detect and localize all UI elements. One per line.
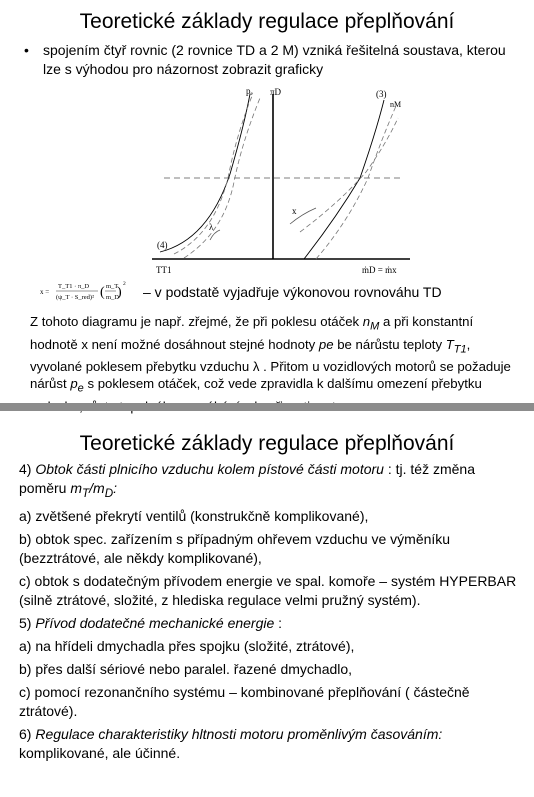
formula-lhs: x = bbox=[40, 288, 50, 296]
bullet-text: spojením čtyř rovnic (2 rovnice TD a 2 M) vzniká řešitelná soustava, kterou lze s výhodou pro názornost zobrazit graficky bbox=[43, 42, 506, 77]
slide-divider bbox=[0, 403, 534, 411]
formula-denominator: (ψ_T · S_red)² bbox=[56, 294, 95, 301]
item-5a: a) na hřídeli dmychadla přes spojku (složité, ztrátové), bbox=[19, 637, 355, 654]
slide-2-list bbox=[19, 460, 524, 767]
para-text-2: a při konstantní hodnotě x není možné dosáhnout stejné hodnoty bbox=[30, 314, 474, 352]
item-4a: a) zvětšené překrytí ventilů (konstrukčně komplikované), bbox=[19, 507, 369, 524]
item-5c: c) pomocí rezonančního systému – kombinované přeplňování ( částečně ztrátové). bbox=[19, 683, 470, 719]
label-piD: πD bbox=[270, 87, 282, 97]
para-text-1: Z tohoto diagramu je např. zřejmé, že při poklesu otáček bbox=[30, 314, 363, 329]
item-4b: b) obtok spec. zařízením s případným ohřevem vzduchu ve výměníku (bezztrátové, ale někdy komplikované), bbox=[19, 530, 451, 566]
var-pe: pe bbox=[318, 336, 334, 352]
formula-numerator: T_T1 · π_D bbox=[58, 283, 90, 290]
slide-1-paragraph bbox=[30, 313, 520, 415]
para-text-5: s poklesem otáček, což vede zpravidla k dalšímu omezení přebytku bbox=[87, 376, 482, 392]
formula-paren-open: ( bbox=[100, 285, 105, 300]
power-balance-formula bbox=[40, 279, 136, 307]
item-4c: c) obtok s dodatečným přívodem energie ve spal. komoře – systém HYPERBAR (silně ztrátové, složité, z hlediska regulace velmi pružný systém). bbox=[19, 572, 517, 608]
item-6: 6) Regulace charakteristiky hltnosti motoru proměnlivým časováním: komplikované, ale účinné. bbox=[19, 725, 443, 761]
label-4: (4) bbox=[157, 240, 168, 250]
slide-1-bullet bbox=[24, 41, 524, 79]
label-nM: nM bbox=[390, 100, 402, 109]
label-x: x bbox=[292, 206, 297, 216]
formula-frac2-num: m_T bbox=[106, 283, 119, 290]
formula-paren-close: ) bbox=[117, 285, 122, 300]
formula-svg bbox=[40, 279, 136, 305]
label-pe: pₑ bbox=[246, 86, 253, 96]
formula-exponent: 2 bbox=[123, 281, 126, 287]
item-5b: b) přes další sériové nebo paralel. řazené dmychadlo, bbox=[19, 660, 353, 677]
var-TT1: $T_{T1}$ bbox=[445, 336, 467, 356]
label-mD: ṁD = ṁx bbox=[362, 265, 397, 275]
formula-frac2-den: m_D bbox=[106, 294, 119, 301]
label-3: (3) bbox=[376, 89, 387, 99]
bullet-icon: • bbox=[24, 42, 29, 58]
para-text-4: , vyvolané poklesem přebytku vzduchu λ . Přitom u vozidlových motorů se požaduje nárůst bbox=[30, 336, 511, 392]
label-lambda: λ bbox=[209, 222, 214, 232]
regulation-diagram bbox=[140, 82, 420, 278]
label-TT1: TT1 bbox=[156, 265, 172, 275]
curve-x-dashed bbox=[300, 118, 398, 232]
slide-2 bbox=[0, 411, 534, 797]
item-5: 5) Přívod dodatečné mechanické energie : bbox=[19, 614, 283, 631]
formula-note: – v podstatě vyjadřuje výkonovou rovnováhu TD bbox=[143, 284, 442, 300]
var-nM: $n_M$ bbox=[362, 314, 380, 333]
slide-1-title: Teoretické základy regulace přeplňování bbox=[79, 10, 455, 33]
para-text-3: be nárůstu teploty bbox=[333, 336, 446, 352]
curve-3-solid bbox=[304, 100, 384, 259]
item-4: 4) Obtok části plnicího vzduchu kolem pístové části motoru : tj. též změna poměru $m_T/m_D$: bbox=[19, 461, 475, 500]
var-pe-2: $p_e$ bbox=[70, 376, 84, 395]
slide-2-title: Teoretické základy regulace přeplňování bbox=[79, 432, 455, 455]
